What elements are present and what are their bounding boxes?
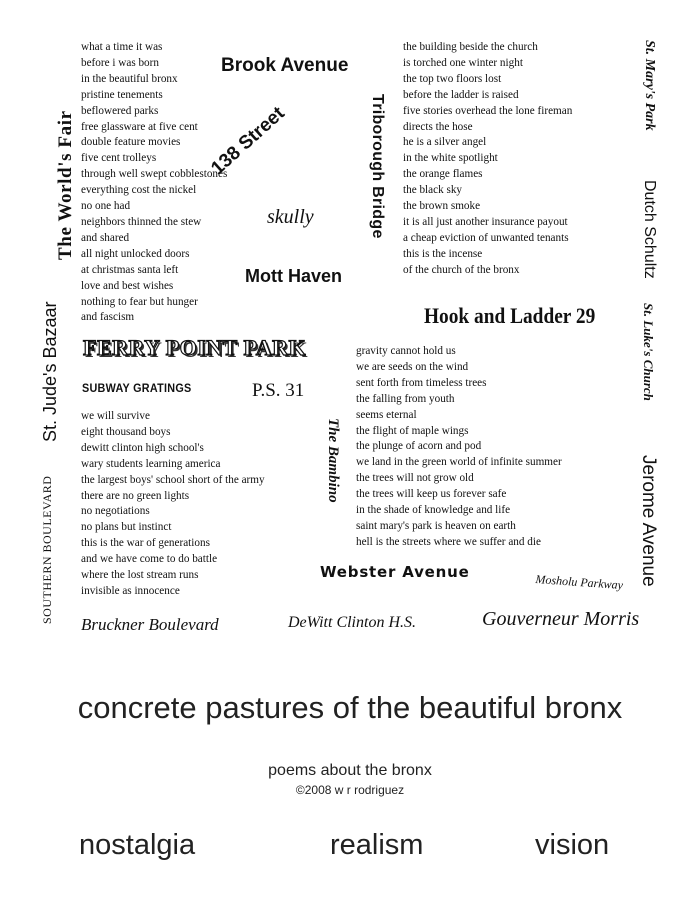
mosholu-parkway-label: Mosholu Parkway: [535, 572, 624, 593]
poem-line: we land in the green world of infinite summer: [356, 456, 562, 469]
webster-avenue-label: Webster Avenue: [320, 563, 470, 581]
theme-vision: vision: [535, 829, 610, 861]
skully-label: skully: [267, 206, 314, 228]
poem-line: neighbors thinned the stew: [81, 215, 202, 228]
poem-line: saint mary's park is heaven on earth: [356, 519, 516, 532]
southern-boulevard-label: SOUTHERN BOULEVARD: [40, 475, 54, 624]
poem-line: is torched one winter night: [403, 56, 523, 69]
poem-line: eight thousand boys: [81, 425, 171, 438]
poem-line: love and best wishes: [81, 279, 174, 292]
st-lukes-church-label: St. Luke's Church: [641, 303, 656, 401]
poem-line: it is all just another insurance payout: [403, 215, 568, 228]
poem-line: the trees will not grow old: [356, 472, 474, 485]
poem-line: the falling from youth: [356, 392, 455, 405]
book-subtitle: poems about the bronx: [268, 762, 432, 779]
poem-line: of the church of the bronx: [403, 263, 520, 276]
poem-line: directs the hose: [403, 120, 473, 133]
theme-realism: realism: [330, 829, 424, 861]
poem-line: what a time it was: [81, 41, 163, 53]
ps31-label: P.S. 31: [252, 380, 305, 401]
poem-line: the largest boys' school short of the army: [81, 473, 265, 486]
mott-haven-label: Mott Haven: [245, 266, 343, 286]
poem-line: and we have come to do battle: [81, 553, 218, 566]
poem-line: the flight of maple wings: [356, 424, 469, 437]
poem-line: five cent trolleys: [81, 152, 157, 165]
poem-line: the orange flames: [403, 168, 483, 181]
dewitt-clinton-label: DeWitt Clinton H.S.: [288, 614, 416, 631]
poem-line: wary students learning america: [81, 457, 221, 470]
theme-nostalgia: nostalgia: [79, 829, 196, 861]
poem-line: the plunge of acorn and pod: [356, 440, 482, 453]
poem-line: seems eternal: [356, 408, 417, 421]
poem-line: pristine tenements: [81, 88, 163, 101]
poem-line: through well swept cobblestones: [81, 168, 228, 181]
poem-line: everything cost the nickel: [81, 184, 197, 197]
poem-nostalgia: [81, 40, 227, 326]
copyright-line: ©2008 w r rodriguez: [295, 783, 405, 797]
poem-line: the trees will keep us forever safe: [356, 488, 507, 501]
poem-line: this is the incense: [403, 247, 483, 260]
poem-line: the black sky: [403, 184, 463, 197]
poem-line: in the white spotlight: [403, 152, 498, 165]
poem-line: this is the war of generations: [81, 537, 210, 550]
poem-line: gravity cannot hold us: [356, 345, 456, 357]
st-judes-bazaar-label: St. Jude's Bazaar: [40, 301, 60, 442]
poem-line: there are no green lights: [81, 489, 190, 502]
poem-line: and fascism: [81, 311, 135, 324]
book-title: concrete pastures of the beautiful bronx: [77, 690, 623, 725]
ferry-point-park-label: FERRY POINT PARK: [83, 335, 307, 360]
poem-line: we will survive: [81, 410, 150, 422]
poem-fire: [403, 40, 572, 279]
poem-line: we are seeds on the wind: [356, 360, 469, 373]
poem-line: sent forth from timeless trees: [356, 376, 487, 389]
poem-line: all night unlocked doors: [81, 247, 190, 260]
poem-line: in the shade of knowledge and life: [356, 504, 511, 517]
poem-line: the building beside the church: [403, 41, 538, 53]
jerome-avenue-label: Jerome Avenue: [638, 455, 659, 587]
poem-line: beflowered parks: [81, 104, 159, 117]
poem-line: the brown smoke: [403, 200, 481, 213]
dutch-schultz-label: Dutch Schultz: [641, 180, 658, 279]
poem-line: no negotiations: [81, 505, 150, 518]
subway-gratings-label: SUBWAY GRATINGS: [82, 381, 192, 395]
poem-line: at christmas santa left: [81, 263, 179, 276]
poem-seeds: [356, 344, 562, 551]
triborough-bridge-label: Triborough Bridge: [369, 94, 386, 239]
gouverneur-morris-label: Gouverneur Morris: [482, 608, 640, 630]
bruckner-boulevard-label: Bruckner Boulevard: [81, 615, 219, 634]
poem-line: he is a silver angel: [403, 136, 487, 149]
poem-line: no plans but instinct: [81, 521, 172, 534]
poem-line: before i was born: [81, 56, 159, 69]
poem-line: before the ladder is raised: [403, 88, 519, 101]
poem-line: the top two floors lost: [403, 72, 502, 85]
poem-line: free glassware at five cent: [81, 120, 198, 133]
poem-line: five stories overhead the lone fireman: [403, 104, 573, 117]
brook-avenue-label: Brook Avenue: [221, 55, 349, 76]
poem-survival: [81, 409, 265, 600]
poem-line: hell is the streets where we suffer and die: [356, 535, 541, 548]
poem-line: invisible as innocence: [81, 584, 180, 597]
poem-line: and shared: [81, 231, 130, 244]
the-bambino-label: The Bambino: [325, 418, 341, 503]
hook-and-ladder-label: Hook and Ladder 29: [424, 303, 596, 328]
poem-line: nothing to fear but hunger: [81, 295, 198, 308]
poem-line: a cheap eviction of unwanted tenants: [403, 231, 569, 244]
poem-line: in the beautiful bronx: [81, 72, 178, 85]
poem-line: where the lost stream runs: [81, 569, 199, 582]
poem-line: dewitt clinton high school's: [81, 441, 204, 454]
st-marys-park-label: St. Mary's Park: [642, 40, 657, 131]
poem-line: double feature movies: [81, 136, 181, 149]
worlds-fair-label: The World's Fair: [55, 110, 76, 260]
street-138-label: 138 Street: [207, 102, 289, 180]
poem-line: no one had: [81, 200, 131, 213]
